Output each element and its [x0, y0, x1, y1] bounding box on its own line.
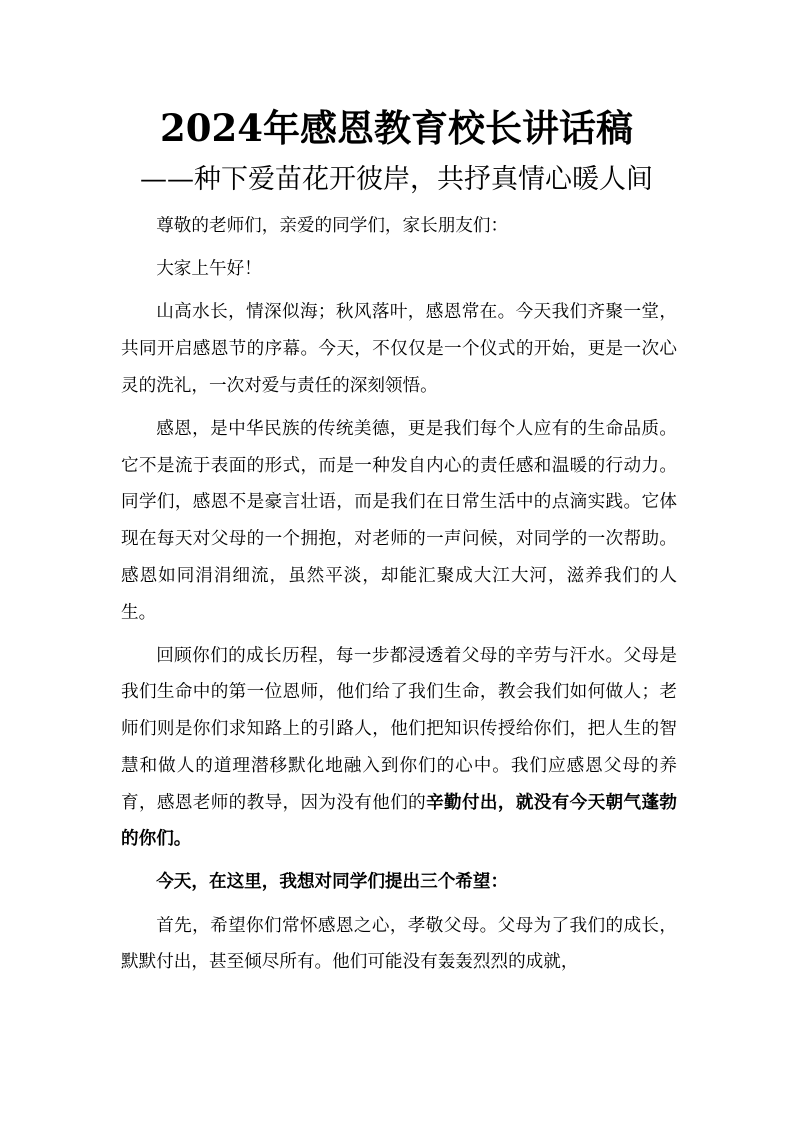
document-subtitle: ——种下爱苗花开彼岸，共抒真情心暖人间	[140, 164, 653, 195]
paragraph-5: 首先，希望你们常怀感恩之心，孝敬父母。父母为了我们的成长，默默付出，甚至倾尽所有。他们可能没有轰轰烈烈的成就，	[121, 915, 677, 973]
greeting: 大家上午好！	[156, 259, 262, 280]
document-title: 2024年感恩教育校长讲话稿	[160, 106, 633, 150]
paragraph-3	[121, 638, 677, 858]
paragraph-3-bold-text: 辛勤付出，就没有今天朝气蓬勃的你们。	[121, 791, 677, 850]
document-body	[121, 208, 677, 988]
salutation: 尊敬的老师们，亲爱的同学们，家长朋友们：	[156, 216, 509, 236]
paragraph-3-text: 回顾你们的成长历程，每一步都浸透着父母的辛劳与汗水。父母是我们生命中的第一位恩师，他们给了我们生命，教会我们如何做人；老师们则是你们求知路上的引路人，他们把知识传授给你们，把人生的智慧和做人的道理潜移默化地融入到你们的心中。我们应感恩父母的养育，感恩老师的教导，因为没有他们的	[121, 645, 677, 813]
paragraph-4-heading: 今天，在这里，我想对同学们提出三个希望：	[156, 871, 509, 893]
paragraph-1: 山高水长，情深似海；秋风落叶，感恩常在。今天我们齐聚一堂，共同开启感恩节的序幕。今天，不仅仅是一个仪式的开始，更是一次心灵的洗礼，一次对爱与责任的深刻领悟。	[121, 302, 677, 396]
paragraph-2: 感恩，是中华民族的传统美德，更是我们每个人应有的生命品质。它不是流于表面的形式，而是一种发自内心的责任感和温暖的行动力。同学们，感恩不是豪言壮语，而是我们在日常生活中的点滴实践。它体现在每天对父母的一个拥抱，对老师的一声问候，对同学的一次帮助。感恩如同涓涓细流，虽然平淡，却能汇聚成大江大河，滋养我们的人生。	[121, 419, 677, 623]
